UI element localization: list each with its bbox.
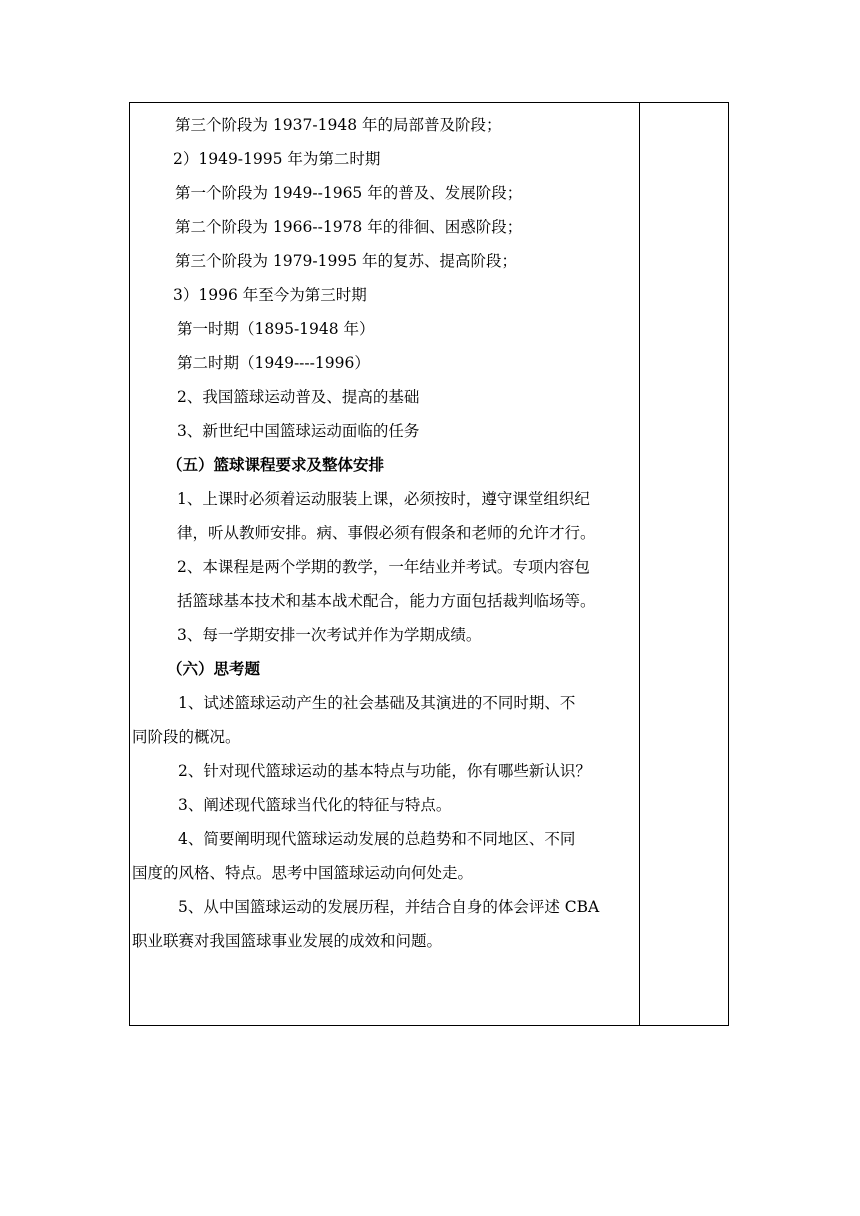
- text-line: 第二时期（1949----1996）: [177, 354, 370, 372]
- text-line: 1、上课时必须着运动服装上课，必须按时，遵守课堂组织纪: [177, 490, 590, 508]
- text-line: 3）1996 年至今为第三时期: [173, 286, 367, 304]
- text-line: 3、新世纪中国篮球运动面临的任务: [177, 422, 420, 440]
- text-line: 第二个阶段为 1966--1978 年的徘徊、困惑阶段；: [175, 218, 523, 236]
- text-line: 3、每一学期安排一次考试并作为学期成绩。: [177, 626, 482, 644]
- text-line: 括篮球基本技术和基本战术配合，能力方面包括裁判临场等。: [177, 592, 596, 610]
- section-heading: （六）思考题: [167, 659, 261, 678]
- text-line: 第三个阶段为 1979-1995 年的复苏、提高阶段；: [175, 252, 517, 270]
- section-heading: （五）篮球课程要求及整体安排: [167, 455, 385, 474]
- column-divider: [639, 103, 640, 1025]
- text-line: 2）1949-1995 年为第二时期: [173, 150, 381, 168]
- text-line: 2、针对现代篮球运动的基本特点与功能，你有哪些新认识？: [178, 762, 591, 780]
- text-line: 第一时期（1895-1948 年）: [177, 320, 375, 338]
- content-table: [129, 102, 729, 1026]
- text-line: 1、试述篮球运动产生的社会基础及其演进的不同时期、不: [178, 694, 576, 712]
- text-line: 2、我国篮球运动普及、提高的基础: [177, 388, 420, 406]
- text-line: 4、简要阐明现代篮球运动发展的总趋势和不同地区、不同: [178, 830, 576, 848]
- text-line: 5、从中国篮球运动的发展历程，并结合自身的体会评述 CBA: [178, 898, 600, 916]
- text-line: 第一个阶段为 1949--1965 年的普及、发展阶段；: [175, 184, 523, 202]
- text-line: 律，听从教师安排。病、事假必须有假条和老师的允许才行。: [177, 524, 596, 542]
- text-line: 3、阐述现代篮球当代化的特征与特点。: [178, 796, 452, 814]
- text-line: 2、本课程是两个学期的教学，一年结业并考试。专项内容包: [177, 558, 590, 576]
- text-line: 职业联赛对我国篮球事业发展的成效和问题。: [132, 932, 443, 950]
- text-line: 同阶段的概况。: [132, 728, 241, 746]
- text-line: 国度的风格、特点。思考中国篮球运动向何处走。: [132, 864, 474, 882]
- text-line: 第三个阶段为 1937-1948 年的局部普及阶段；: [175, 116, 502, 134]
